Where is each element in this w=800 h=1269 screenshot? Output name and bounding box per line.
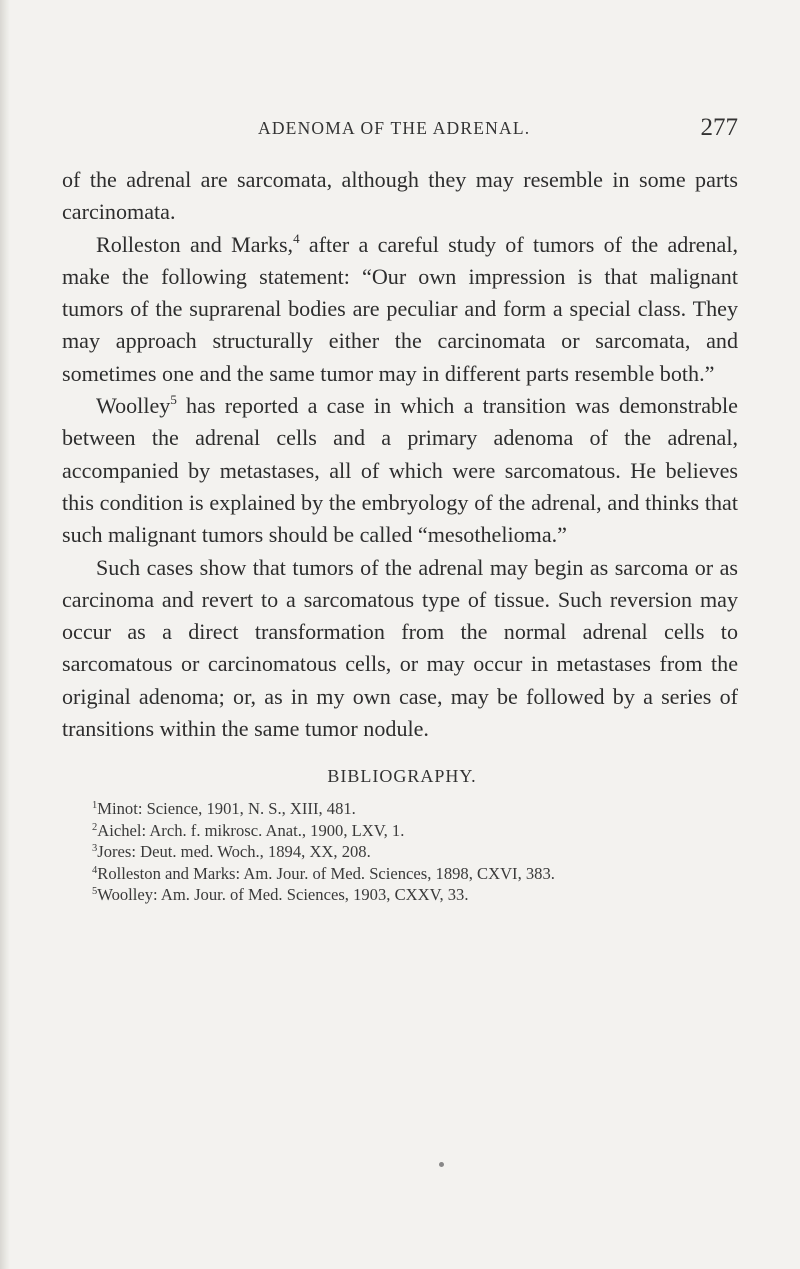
paragraph-continuation: of the adrenal are sarcomata, although they may resemble in some parts carcinomata. (62, 167, 738, 225)
page-binding-edge (0, 0, 10, 1269)
bibliography-entry: $^1$Minot: Science, 1901, N. S., XIII, 481. (92, 799, 356, 818)
paragraph-woolley: Woolley$^5$ has reported a case in which a transition was demonstrable between the adrenal cells and a primary adenoma of the adrenal, accompanied by metastases, all of which were sarcomatous. He believes this condition is explained by the embryology of the adrenal, and thinks that such malignant tumors should be called “mesothelioma.” (62, 392, 738, 548)
bibliography-entry: $^2$Aichel: Arch. f. mikrosc. Anat., 1900, LXV, 1. (92, 820, 405, 840)
running-title: ADENOMA OF THE ADRENAL. (258, 118, 531, 138)
running-head (62, 114, 742, 144)
page-number: 277 (700, 114, 738, 141)
bibliography-list (92, 798, 732, 906)
bibliography-entry: $^5$Woolley: Am. Jour. of Med. Sciences, 1903, CXXV, 33. (92, 885, 469, 904)
footnote-ref-5: 5 (170, 392, 177, 408)
bibliography-entry: $^3$Jores: Deut. med. Woch., 1894, XX, 208. (92, 842, 371, 861)
footnote-ref-4: 4 (293, 230, 300, 246)
paragraph-rolleston-marks: Rolleston and Marks,$^4$ after a careful study of tumors of the adrenal, make the following statement: “Our own impression is that malignant tumors of the suprarenal bodies are peculiar and form a special class. They may approach structurally either the carcinomata or sarcomata, and sometimes one and the same tumor may in different parts resemble both.” (62, 230, 738, 386)
paper-speck (439, 1162, 444, 1167)
bibliography-heading: BIBLIOGRAPHY. (327, 766, 477, 786)
paragraph-conclusion: Such cases show that tumors of the adrenal may begin as sarcoma or as carcinoma and revert to a sarcomatous type of tissue. Such reversion may occur as a direct transformation from the normal adrenal cells to sarcomatous or carcinomatous cells, or may occur in metastases from the original adenoma; or, as in my own case, may be followed by a series of transitions within the same tumor nodule. (62, 554, 738, 742)
bibliography-entry: $^4$Rolleston and Marks: Am. Jour. of Med. Sciences, 1898, CXVI, 383. (92, 863, 555, 883)
body-text (62, 164, 738, 745)
